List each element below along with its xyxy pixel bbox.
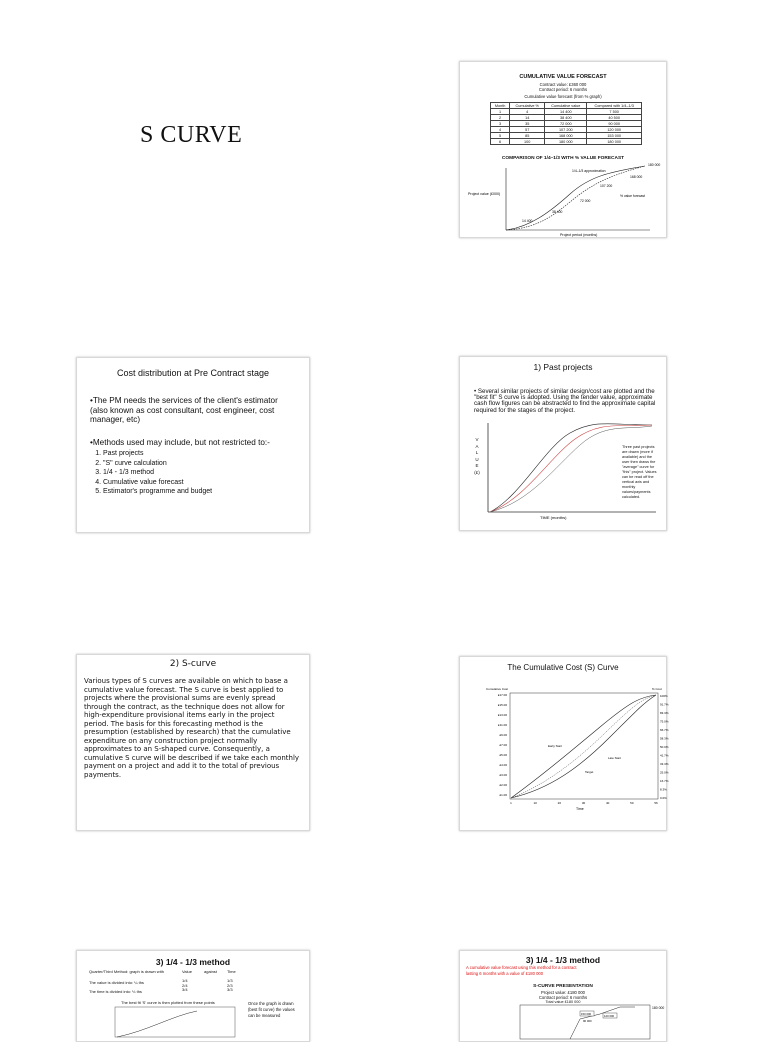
- y2-tick-label: 75.0%: [660, 719, 669, 724]
- column-header: Compared with 1/4–1/3: [587, 103, 642, 109]
- slide-heading: Cost distribution at Pre Contract stage: [116, 368, 270, 378]
- x-axis-label: Project period (months): [560, 233, 598, 237]
- point-label: 168 000: [630, 175, 643, 179]
- presentation-title: S-CURVE PRESENTATION: [533, 984, 593, 989]
- table-cell: 4: [510, 109, 545, 115]
- comparison-chart: [460, 62, 666, 237]
- table-cell: 5: [491, 133, 510, 139]
- value-label: 180 000: [652, 1006, 665, 1010]
- point-label: 72 000: [580, 199, 591, 203]
- column-header: Cumulative value: [545, 103, 587, 109]
- s-curve: [570, 1007, 635, 1039]
- method-item: 3. 1/4 - 1/3 method: [103, 468, 212, 478]
- quarter-third-chart: [77, 951, 309, 1041]
- method-intro: Quarter/Third Method: graph is drawn with: [89, 969, 164, 974]
- y-tick-label: £4.00: [499, 763, 507, 767]
- table-cell: 90 000: [587, 121, 642, 127]
- y-tick-label: £1.00: [499, 793, 507, 797]
- x-tick-label: 30: [581, 801, 586, 805]
- point-label: 38 400: [552, 210, 563, 214]
- y-tick-label: £9.00: [499, 733, 507, 737]
- total-value: Total value £180 000: [545, 1000, 581, 1004]
- bullet-methods: •Methods used may include, but not restricted to:-: [90, 438, 270, 447]
- table-cell: 153 000: [587, 133, 642, 139]
- slide-s-curve: [76, 654, 310, 831]
- y2-tick-label: 33.3%: [660, 762, 669, 766]
- slide-heading: The Cumulative Cost (S) Curve: [507, 663, 619, 672]
- table-cell: 2: [491, 115, 510, 121]
- slide-heading: 3) 1/4 - 1/3 method: [155, 957, 231, 967]
- label-late-start: Late Start: [608, 756, 622, 760]
- bullet-past-projects: • Several similar projects of similar design/cost are plotted and the "best fit" S curve is adopted. Using the tender value, approximate cash flow figures can be abstracted to find the approximate capital required for the stages of the project.: [474, 388, 656, 414]
- table-cell: 180 000: [587, 139, 642, 145]
- y-axis-label: V A L U E (£): [474, 437, 480, 475]
- label-target: Target: [585, 770, 594, 774]
- y2-tick-label: 91.7%: [660, 702, 669, 707]
- x-tick-label: 10: [533, 801, 537, 805]
- table-cell: 168 000: [545, 133, 587, 139]
- y2-tick-label: 16.7%: [660, 779, 669, 783]
- x-tick-label: 1: [510, 801, 512, 805]
- methods-list: [89, 449, 212, 497]
- y-axis-label: Project value (£000): [468, 192, 501, 196]
- label-early-start: Early Start: [548, 744, 563, 748]
- y2-tick-label: 41.7%: [660, 753, 669, 758]
- y-tick-label: £7.00: [499, 743, 507, 747]
- table-cell: 35: [510, 121, 545, 127]
- table-cell: 14 400: [545, 109, 587, 115]
- best-fit-curve: [117, 1011, 197, 1037]
- slide-heading: 1) Past projects: [533, 362, 593, 372]
- table-cell: 6: [491, 139, 510, 145]
- value-label: 90 000: [583, 1019, 592, 1023]
- y2-axis-title: % Cost: [652, 687, 662, 691]
- table-cell: 38 400: [545, 115, 587, 121]
- slide-quarter-third-example: [459, 950, 667, 1042]
- slide-heading: 3) 1/4 - 1/3 method: [525, 955, 601, 965]
- table-cell: 57: [510, 127, 545, 133]
- table-cell: 107 200: [545, 127, 587, 133]
- y2-tick-label: 83.3%: [660, 711, 669, 715]
- cost-curve-chart: [460, 657, 669, 830]
- column-against: against: [204, 969, 217, 974]
- best-fit-caption: The best fit 'S' curve is then plotted from these points: [121, 1000, 215, 1005]
- slide-heading: CUMULATIVE VALUE FORECAST: [519, 74, 607, 80]
- y-axis-title: Cumulative Cost: [486, 687, 509, 691]
- table-cell: 120 000: [587, 127, 642, 133]
- plot-area: [510, 693, 658, 799]
- value-label: 120 000: [604, 1014, 615, 1018]
- column-header: Month: [491, 103, 510, 109]
- time-fractions: 1/3 2/3 3/3: [227, 978, 233, 993]
- point-label: 107 200: [600, 184, 613, 188]
- y2-tick-label: 58.3%: [660, 736, 669, 741]
- column-time: Time: [227, 969, 236, 974]
- method-item: 4. Cumulative value forecast: [103, 478, 212, 488]
- y2-tick-label: 25.0%: [660, 770, 669, 775]
- x-tick-label: 56: [654, 801, 658, 805]
- annotation-top: 180 000: [648, 163, 661, 167]
- y-tick-label: £3.00: [499, 773, 507, 777]
- table-cell: 7 500: [587, 109, 642, 115]
- y-tick-label: £13.00: [497, 713, 507, 717]
- point-label: 14 400: [522, 219, 533, 223]
- table-cell: 40 500: [587, 115, 642, 121]
- measure-note: Once the graph is drawn (best fit curve) the values can be measured: [248, 1001, 295, 1018]
- y-tick-label: £5.00: [499, 753, 507, 757]
- y-tick-label: £17.00: [497, 693, 507, 697]
- slide-past-projects: [459, 356, 667, 531]
- y-tick-label: £2.00: [499, 783, 507, 787]
- annotation-approximation: 1/4–1/3 approximation: [572, 169, 606, 173]
- table-cell: 3: [491, 121, 510, 127]
- annotation-forecast: % value forecast: [620, 194, 646, 198]
- table-cell: 1: [491, 109, 510, 115]
- method-item: 2. "S" curve calculation: [103, 459, 212, 469]
- x-axis-label: TIME (months): [540, 515, 567, 520]
- slide-cost-distribution: [76, 357, 310, 533]
- slide-cumulative-cost-curve: [459, 656, 667, 831]
- contract-period: Contract period: 6 months: [538, 995, 588, 1000]
- column-value: Value: [182, 969, 192, 974]
- time-division: The time is divided into: ⅓ ths: [89, 989, 142, 994]
- y2-tick-label: 8.3%: [660, 787, 667, 792]
- contract-value: Contract value: £360 000: [539, 82, 587, 87]
- x-tick-label: 40: [605, 801, 610, 805]
- project-value: Project value: £180 000: [541, 990, 585, 995]
- slide-heading: 2) S-curve: [169, 659, 217, 669]
- slide-quarter-third-method: [76, 950, 310, 1042]
- past-projects-chart: [460, 357, 666, 530]
- column-header: Cumulative %: [510, 103, 545, 109]
- y2-tick-label: 66.7%: [660, 728, 669, 732]
- s-curve-presentation-chart: [460, 951, 666, 1041]
- plot-area: [115, 1007, 235, 1037]
- y2-tick-label: 100%: [660, 694, 668, 698]
- table-cell: 100: [510, 139, 545, 145]
- method-item: 5. Estimator's programme and budget: [103, 487, 212, 497]
- y-tick-label: £15.00: [497, 703, 507, 707]
- x-axis-label: Time: [576, 807, 584, 811]
- slide-cumulative-value-forecast: [459, 61, 667, 238]
- value-division: The value is divided into: ¼ ths: [89, 980, 144, 985]
- x-tick-label: 50: [630, 801, 634, 805]
- chart-title: COMPARISON OF 1/4–1/3 WITH % VALUE FORECAST: [501, 156, 625, 161]
- s-curve-text: Various types of S curves are available on which to base a cumulative value forecast. The S curve is best applied to projects where the provisional sums are evenly spread through the contract, as the technique does not allow for high-expenditure provisional items early in the project period. The basis for this forecasting method is the presumption (established by research) that the cumulative expenditure on any construction project normally approximates to an S-shaped curve. Consequently, a cumulative S curve will be described if we take each monthly payment on a project and add it to the total of previous payments.: [84, 677, 300, 779]
- y2-tick-label: 50.0%: [660, 745, 669, 749]
- method-item: 1. Past projects: [103, 449, 212, 459]
- table-cell: 4: [491, 127, 510, 133]
- table-cell: 14: [510, 115, 545, 121]
- x-tick-label: 20: [557, 801, 562, 805]
- value-fractions: 1/4 2/4 3/4: [182, 978, 188, 993]
- value-label: 150 000: [581, 1012, 592, 1016]
- page-title: S CURVE: [140, 122, 243, 148]
- y-tick-label: £11.00: [498, 723, 507, 727]
- table-caption: Cumulative value forecast (from % graph): [524, 94, 602, 99]
- table-cell: 72 000: [545, 121, 587, 127]
- y2-tick-label: 0.0%: [660, 796, 667, 800]
- contract-period: Contract period: 6 months: [538, 87, 588, 92]
- table-cell: 85: [510, 133, 545, 139]
- example-intro: A cumulative value forecast using this method for a contract lasting 6 months with a value of £180 000: [466, 965, 577, 976]
- bullet-estimator: •The PM needs the services of the client's estimator (also known as cost consultant, cost engineer, cost manager, etc): [90, 396, 278, 424]
- table-cell: 180 000: [545, 139, 587, 145]
- chart-note: Three past projects are drawn (more if available) and the user then draws the "average" curve for "this" project. Values can be read off the vertical axis and monthly values/payments calculated.: [622, 445, 657, 499]
